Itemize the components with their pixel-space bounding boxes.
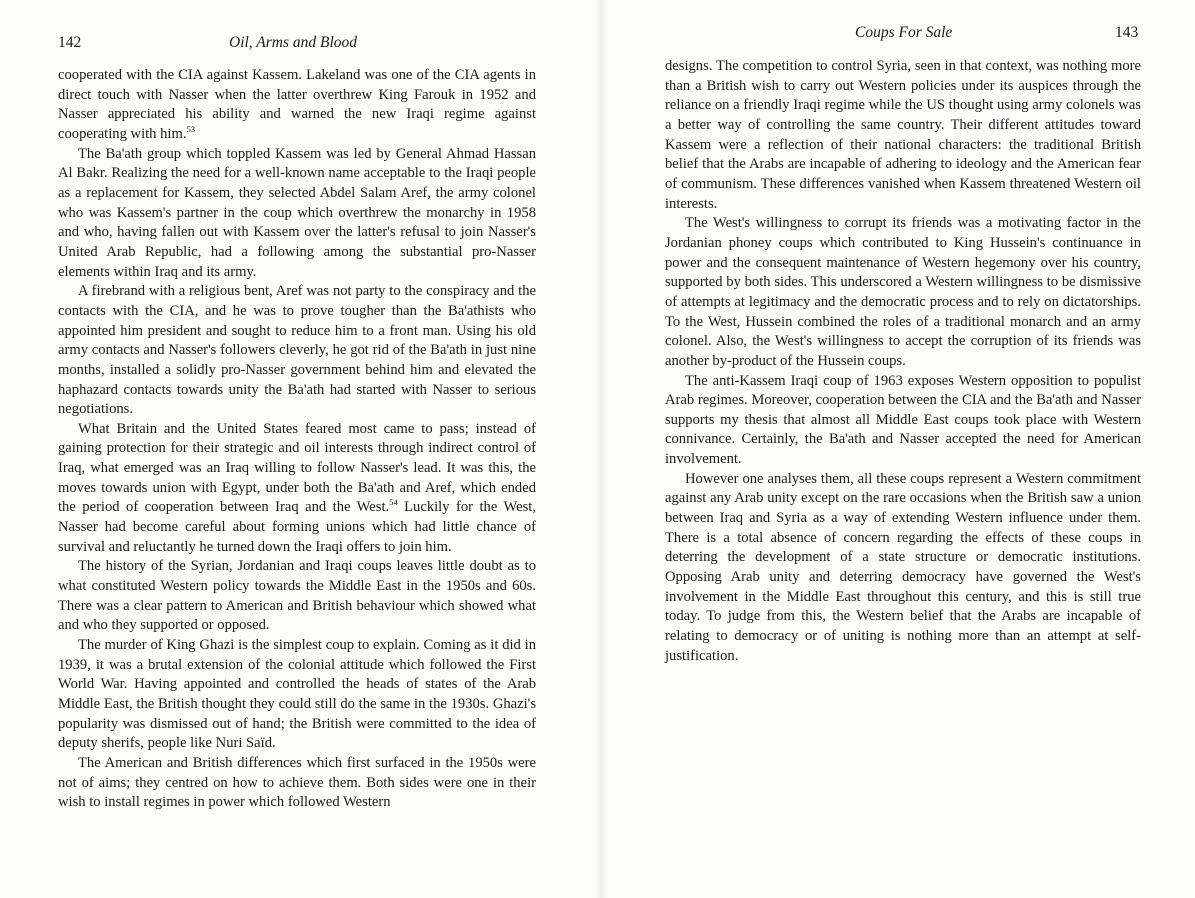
- paragraph: designs. The competition to control Syria, seen in that context, was nothing more than a British wish to carry out Western policies under its auspices through the reliance on a friendly Iraqi regime while the US thought using army colonels was a better way of controlling the same country. Their different attitudes toward Kassem were a reflection of their national characters: the traditional British belief that the Arabs are incapable of adhering to ideology and the American fear of communism. These differences vanished when Kassem threatened Western oil interests.: [665, 58, 1141, 212]
- paragraph: The Ba'ath group which toppled Kassem was led by General Ahmad Hassan Al Bakr. Realizing the need for a well-known name acceptable to the Iraqi people as a replacement for Kassem, they selected Abdel Salam Aref, the army colonel who was Kassem's partner in the coup which overthrew the monarchy in 1958 and who, having fallen out with Kassem over the latter's refusal to join Nasser's United Arab Republic, had a following among the substantial pro-Nasser elements within Iraq and its army.: [58, 145, 536, 280]
- footnote-marker: 53: [186, 124, 195, 135]
- paragraph: However one analyses them, all these coups represent a Western commitment against any Arab unity except on the rare occasions when the British saw a union between Iraq and Syria as a way of extending Western influence under them. There is a total absence of concern regarding the effects of these coups in deterring the development of a state structure or democratic institutions. Opposing Arab unity and deterring democracy have governed the West's involvement in the Middle East throughout this century, and this is still true today. To judge from this, the Western belief that the Arabs are incapable of relating to democracy or of uniting is nothing more than an attempt at self-justification.: [665, 470, 1141, 664]
- right-page-number: 143: [1115, 24, 1139, 41]
- left-body-text: [58, 66, 536, 813]
- paragraph: The murder of King Ghazi is the simplest coup to explain. Coming as it did in 1939, it was a brutal extension of the colonial attitude which followed the First World War. Having appointed and controlled the heads of states of the Arab Middle East, the British thought they could still do the same in the 1930s. Ghazi's popularity was dismissed out of hand; the British were committed to the idea of deputy sherifs, people like Nuri Saïd.: [58, 637, 536, 752]
- paragraph: The American and British differences which first surfaced in the 1950s were not of aims; they centred on how to achieve them. Both sides were one in their wish to install regimes in power which followed Western: [58, 754, 536, 811]
- paragraph: What Britain and the United States feared most came to pass; instead of gaining protection for their strategic and oil interests through indirect control of Iraq, what emerged was an Iraq willing to follow Nasser's lead. It was this, the moves towards union with Egypt, under both the Ba'ath and Aref, which ended the period of cooperation between Iraq and the West.$^{54}$ Luckily for the West, Nasser had become careful about forming unions which had little chance of survival and reluctantly he turned down the Iraqi offers to join him.: [58, 420, 536, 555]
- paragraph: The anti-Kassem Iraqi coup of 1963 exposes Western opposition to populist Arab regimes. Moreover, cooperation between the CIA and the Ba'ath and Nasser supports my thesis that almost all Middle East coups took place with Western connivance. Certainly, the Ba'ath and Nasser accepted the need for American involvement.: [665, 372, 1141, 468]
- paragraph: cooperated with the CIA against Kassem. Lakeland was one of the CIA agents in direct touch with Nasser when the latter overthrew King Farouk in 1952 and Nasser appreciated his ability and warned the new Iraqi regime against cooperating with him.$^{53}$: [58, 67, 536, 142]
- footnote-marker: 54: [389, 497, 398, 508]
- left-page-number: 142: [58, 34, 82, 51]
- paragraph: The West's willingness to corrupt its friends was a motivating factor in the Jordanian phoney coups which contributed to King Hussein's continuance in power and the consequent maintenance of Western hegemony over his country, supported by both sides. This underscored a Western willingness to be dismissive of attempts at legitimacy and the democratic process and to rely on dictatorships. To the West, Hussein combined the roles of a traditional monarch and an army colonel. Also, the West's willingness to accept the corruption of its friends was another by-product of the Hussein coups.: [665, 215, 1141, 369]
- left-running-title: Oil, Arms and Blood: [229, 34, 358, 51]
- right-running-title: Coups For Sale: [855, 24, 953, 41]
- right-page: [600, 0, 1195, 898]
- paragraph: A firebrand with a religious bent, Aref was not party to the conspiracy and the contacts with the CIA, and he was to prove tougher than the Ba'athists who appointed him president and sought to reduce him to a front man. Using his old army contacts and Nasser's followers cleverly, he got rid of the Ba'ath in just nine months, installed a solidly pro-Nasser government behind him and elevated the haphazard contacts towards unity the Ba'ath had started with Nasser to serious negotiations.: [58, 283, 536, 418]
- paragraph: The history of the Syrian, Jordanian and Iraqi coups leaves little doubt as to what constituted Western policy towards the Middle East in the 1950s and 60s. There was a clear pattern to American and British behaviour which showed what and who they supported or opposed.: [58, 558, 536, 634]
- right-body-text: [665, 57, 1141, 666]
- left-page: [0, 0, 597, 898]
